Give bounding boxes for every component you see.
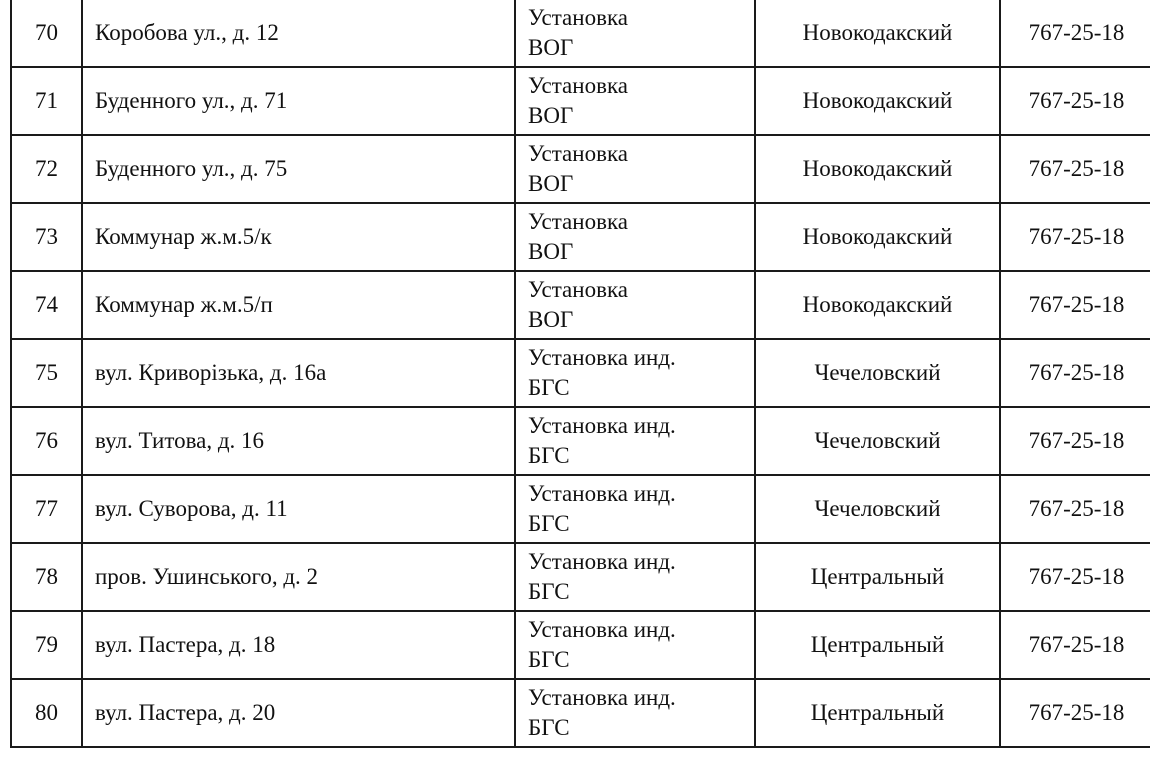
phone-cell: 767-25-18	[1000, 407, 1150, 475]
type-line-2: БГС	[528, 443, 570, 468]
address-cell: пров. Ушинського, д. 2	[82, 543, 515, 611]
type-line-2: ВОГ	[528, 307, 574, 332]
phone-cell: 767-25-18	[1000, 67, 1150, 135]
district-cell: Центральный	[755, 543, 1000, 611]
row-number: 70	[11, 0, 82, 67]
type-line-1: Установка	[528, 209, 628, 234]
address-cell: вул. Криворізька, д. 16а	[82, 339, 515, 407]
phone-cell: 767-25-18	[1000, 611, 1150, 679]
type-line-2: БГС	[528, 647, 570, 672]
address-cell: вул. Пастера, д. 18	[82, 611, 515, 679]
row-number: 74	[11, 271, 82, 339]
type-line-1: Установка	[528, 5, 628, 30]
row-number: 75	[11, 339, 82, 407]
table-row	[11, 339, 1150, 407]
row-number: 72	[11, 135, 82, 203]
installation-type-cell	[515, 339, 755, 407]
address-cell: Коробова ул., д. 12	[82, 0, 515, 67]
installation-type-cell	[515, 135, 755, 203]
row-number: 79	[11, 611, 82, 679]
installation-type-cell	[515, 679, 755, 747]
type-line-2: БГС	[528, 375, 570, 400]
table-row	[11, 679, 1150, 747]
type-line-2: ВОГ	[528, 103, 574, 128]
installation-type-cell	[515, 67, 755, 135]
row-number: 73	[11, 203, 82, 271]
address-cell: Коммунар ж.м.5/к	[82, 203, 515, 271]
table-row	[11, 407, 1150, 475]
type-line-1: Установка	[528, 277, 628, 302]
installation-type-cell	[515, 611, 755, 679]
type-line-2: БГС	[528, 579, 570, 604]
district-cell: Чечеловский	[755, 475, 1000, 543]
row-number: 76	[11, 407, 82, 475]
phone-cell: 767-25-18	[1000, 475, 1150, 543]
type-line-1: Установка инд.	[528, 345, 676, 370]
table-row	[11, 271, 1150, 339]
district-cell: Центральный	[755, 611, 1000, 679]
installation-type-cell	[515, 543, 755, 611]
address-cell: Буденного ул., д. 75	[82, 135, 515, 203]
district-cell: Чечеловский	[755, 339, 1000, 407]
table-row	[11, 67, 1150, 135]
table-row	[11, 0, 1150, 67]
row-number: 78	[11, 543, 82, 611]
table-row	[11, 203, 1150, 271]
table-row	[11, 475, 1150, 543]
phone-cell: 767-25-18	[1000, 679, 1150, 747]
address-cell: Буденного ул., д. 71	[82, 67, 515, 135]
document-page	[10, 0, 1150, 777]
address-cell: вул. Суворова, д. 11	[82, 475, 515, 543]
installation-type-cell	[515, 475, 755, 543]
district-cell: Новокодакский	[755, 0, 1000, 67]
type-line-1: Установка	[528, 73, 628, 98]
address-cell: вул. Пастера, д. 20	[82, 679, 515, 747]
phone-cell: 767-25-18	[1000, 0, 1150, 67]
type-line-1: Установка инд.	[528, 685, 676, 710]
address-cell: вул. Титова, д. 16	[82, 407, 515, 475]
installation-type-cell	[515, 407, 755, 475]
phone-cell: 767-25-18	[1000, 203, 1150, 271]
district-cell: Чечеловский	[755, 407, 1000, 475]
row-number: 77	[11, 475, 82, 543]
phone-cell: 767-25-18	[1000, 135, 1150, 203]
district-cell: Новокодакский	[755, 135, 1000, 203]
phone-cell: 767-25-18	[1000, 543, 1150, 611]
installation-type-cell	[515, 0, 755, 67]
locations-table	[10, 0, 1150, 748]
type-line-1: Установка инд.	[528, 413, 676, 438]
type-line-2: ВОГ	[528, 239, 574, 264]
type-line-1: Установка инд.	[528, 481, 676, 506]
installation-type-cell	[515, 271, 755, 339]
district-cell: Новокодакский	[755, 271, 1000, 339]
table-row	[11, 611, 1150, 679]
phone-cell: 767-25-18	[1000, 271, 1150, 339]
row-number: 80	[11, 679, 82, 747]
table-row	[11, 135, 1150, 203]
type-line-1: Установка	[528, 141, 628, 166]
phone-cell: 767-25-18	[1000, 339, 1150, 407]
address-cell: Коммунар ж.м.5/п	[82, 271, 515, 339]
district-cell: Центральный	[755, 679, 1000, 747]
table-row	[11, 543, 1150, 611]
row-number: 71	[11, 67, 82, 135]
district-cell: Новокодакский	[755, 67, 1000, 135]
type-line-2: БГС	[528, 511, 570, 536]
installation-type-cell	[515, 203, 755, 271]
type-line-1: Установка инд.	[528, 549, 676, 574]
district-cell: Новокодакский	[755, 203, 1000, 271]
type-line-2: ВОГ	[528, 35, 574, 60]
type-line-2: БГС	[528, 715, 570, 740]
type-line-1: Установка инд.	[528, 617, 676, 642]
type-line-2: ВОГ	[528, 171, 574, 196]
